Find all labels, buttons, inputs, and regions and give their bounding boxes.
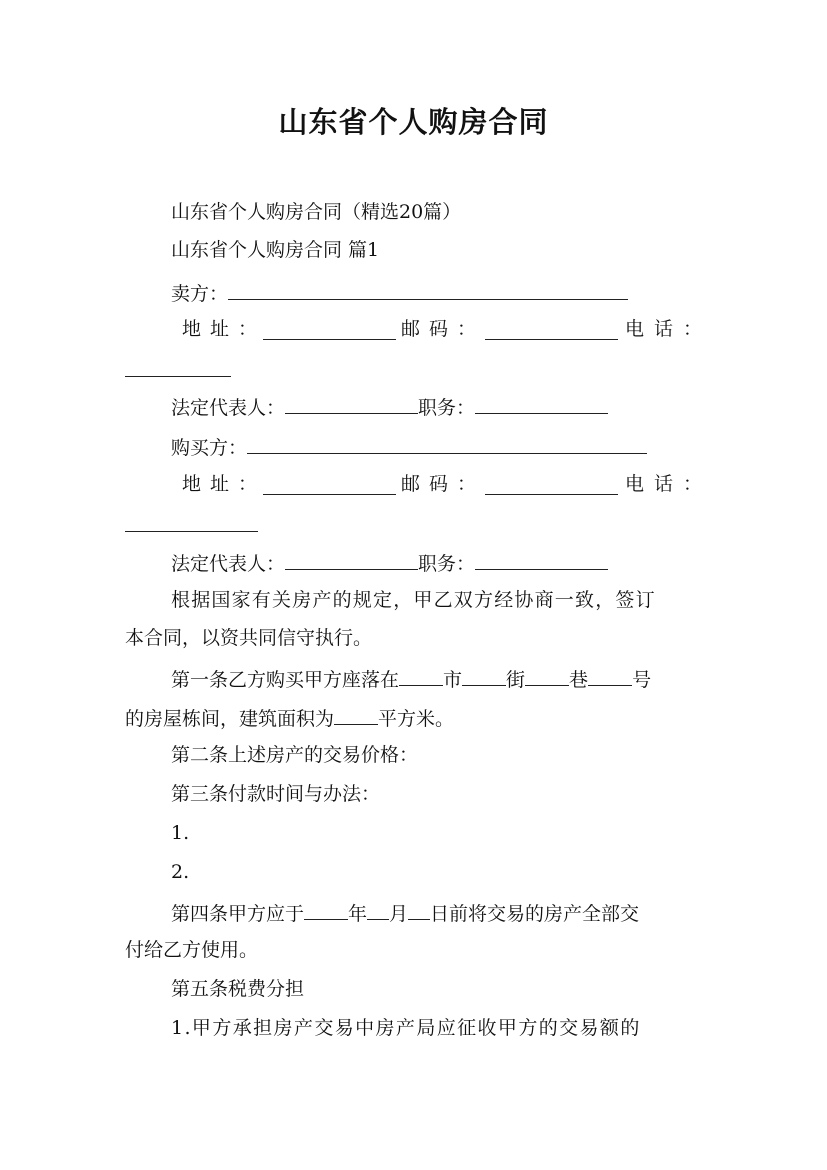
year-label: 年 — [348, 903, 368, 925]
legal-rep-blank — [285, 548, 418, 570]
legal-rep-label: 法定代表人： — [171, 553, 286, 575]
address-blank — [263, 318, 396, 340]
article-4-text: 第四条甲方应于 — [171, 903, 305, 925]
area-blank — [334, 703, 378, 725]
section-heading: 山东省个人购房合同 篇1 — [171, 239, 380, 261]
city-blank — [399, 664, 443, 686]
post-label: 邮码： — [401, 473, 486, 495]
article-2: 第二条上述房产的交易价格： — [171, 744, 419, 766]
phone-label: 电话： — [625, 473, 713, 495]
phone-label: 电话： — [625, 318, 713, 340]
day-text: 日前将交易的房产全部交 — [430, 903, 640, 925]
area-unit: 平方米。 — [378, 708, 455, 730]
article-5-item-1: 1.甲方承担房产交易中房产局应征收甲方的交易额的 — [171, 1017, 641, 1039]
buyer-blank — [247, 432, 647, 454]
article-1-text: 第一条乙方购买甲方座落在 — [171, 669, 400, 691]
month-blank — [367, 898, 389, 920]
lane-label: 巷 — [569, 669, 589, 691]
city-label: 市 — [443, 669, 463, 691]
page-title: 山东省个人购房合同 — [278, 105, 549, 139]
phone-blank — [125, 510, 258, 532]
post-blank — [485, 318, 618, 340]
basis-line-2: 本合同，以资共同信守执行。 — [125, 627, 373, 649]
article-1-line-1 — [171, 664, 651, 693]
article-1-area-text: 的房屋栋间，建筑面积为 — [125, 708, 335, 730]
seller-row — [171, 278, 628, 307]
article-1-line-2 — [125, 703, 454, 732]
seller-label: 卖方： — [171, 283, 229, 305]
buyer-address-row — [182, 471, 266, 497]
position-blank — [475, 548, 608, 570]
street-blank — [462, 664, 506, 686]
phone-blank — [125, 355, 231, 377]
position-label: 职务： — [418, 553, 476, 575]
seller-legal-rep-row — [171, 392, 608, 421]
post-blank — [485, 473, 618, 495]
post-label: 邮码： — [401, 318, 486, 340]
address-label: 地址： — [182, 318, 267, 340]
buyer-label: 购买方： — [171, 437, 248, 459]
year-blank — [304, 898, 348, 920]
seller-address-row — [182, 316, 266, 342]
day-blank — [408, 898, 430, 920]
number-label: 号 — [632, 669, 652, 691]
article-3-item-1: 1. — [171, 822, 190, 844]
legal-rep-label: 法定代表人： — [171, 397, 286, 419]
address-blank — [263, 473, 396, 495]
buyer-row — [171, 432, 647, 461]
position-label: 职务： — [418, 397, 476, 419]
article-4-line-1 — [171, 898, 639, 927]
legal-rep-blank — [285, 392, 418, 414]
basis-line-1: 根据国家有关房产的规定，甲乙双方经协商一致，签订 — [171, 589, 656, 611]
article-4-line-2: 付给乙方使用。 — [125, 939, 259, 961]
seller-blank — [228, 278, 628, 300]
article-3: 第三条付款时间与办法： — [171, 783, 381, 805]
article-5: 第五条税费分担 — [171, 978, 305, 1000]
doc-subtitle: 山东省个人购房合同（精选20篇） — [171, 201, 462, 223]
address-label: 地址： — [182, 473, 267, 495]
street-label: 街 — [506, 669, 526, 691]
article-3-item-2: 2. — [171, 861, 190, 883]
lane-blank — [525, 664, 569, 686]
month-label: 月 — [389, 903, 409, 925]
number-blank — [588, 664, 632, 686]
buyer-legal-rep-row — [171, 548, 608, 577]
position-blank — [475, 392, 608, 414]
